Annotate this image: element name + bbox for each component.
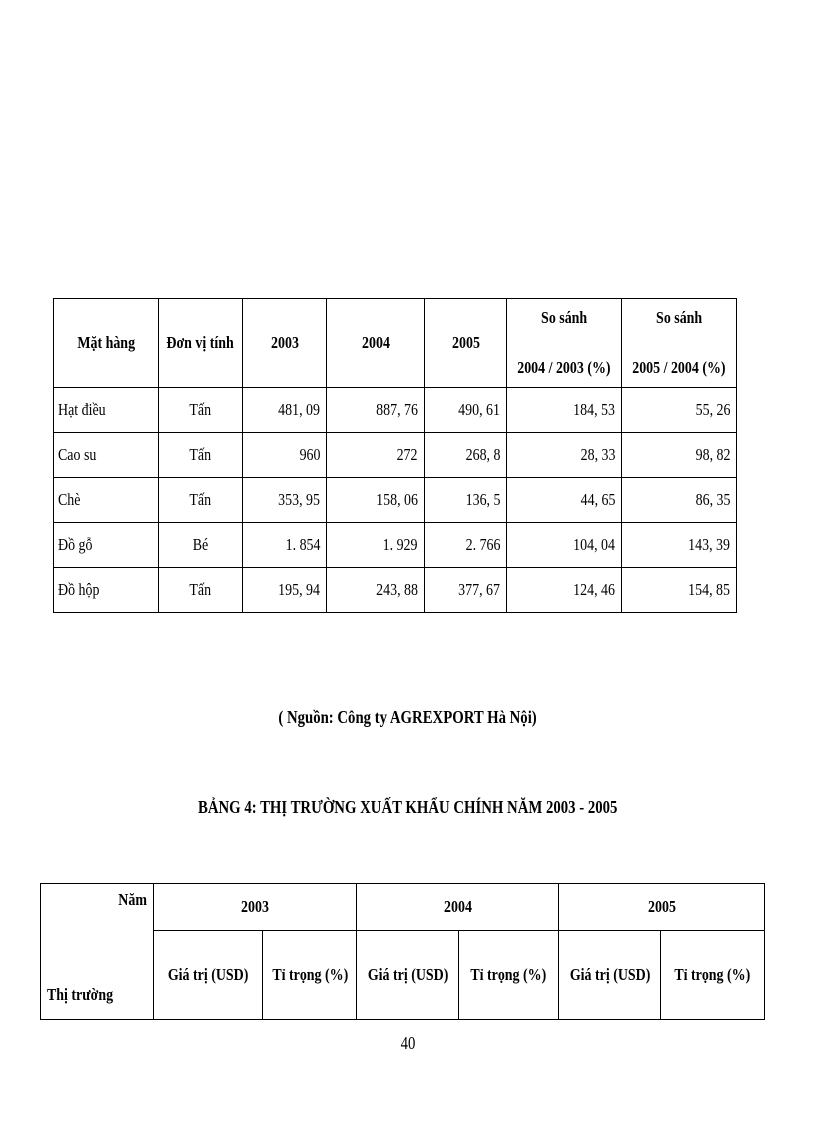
subheader-value: Giá trị (USD) (154, 931, 263, 1020)
export-markets-table (40, 883, 765, 1020)
cell-item: Đồ gỗ (54, 523, 159, 568)
subheader-share: Tỉ trọng (%) (263, 931, 357, 1020)
table-row (54, 388, 737, 433)
table-row (54, 478, 737, 523)
header-unit: Đơn vị tính (158, 299, 242, 388)
cell-2004: 1. 929 (327, 523, 425, 568)
cell-compare-2: 143, 39 (622, 523, 737, 568)
corner-market-label: Thị trường (47, 985, 114, 1004)
page-number: 40 (400, 1033, 416, 1053)
cell-2003: 195, 94 (242, 568, 326, 613)
header-year-2005: 2005 (559, 884, 765, 931)
cell-compare-2: 55, 26 (622, 388, 737, 433)
cell-2003: 1. 854 (242, 523, 326, 568)
cell-compare-1: 124, 46 (507, 568, 622, 613)
cell-2004: 243, 88 (327, 568, 425, 613)
table4-title: BẢNG 4: THỊ TRƯỜNG XUẤT KHẨU CHÍNH NĂM 2003 - 2005 (198, 797, 618, 817)
header-year-2003: 2003 (154, 884, 357, 931)
table-row (54, 568, 737, 613)
header-compare-2005-2004: So sánh 2005 / 2004 (%) (622, 299, 737, 388)
header-item: Mặt hàng (54, 299, 159, 388)
table-row (54, 433, 737, 478)
header-2003: 2003 (242, 299, 326, 388)
cell-2005: 377, 67 (424, 568, 507, 613)
corner-header (41, 884, 154, 1020)
cell-compare-2: 154, 85 (622, 568, 737, 613)
export-items-table (53, 298, 737, 613)
cell-compare-1: 28, 33 (507, 433, 622, 478)
cell-2005: 136, 5 (424, 478, 507, 523)
table-row (54, 523, 737, 568)
cell-compare-2: 98, 82 (622, 433, 737, 478)
header-compare-2004-2003: So sánh 2004 / 2003 (%) (507, 299, 622, 388)
cell-2003: 353, 95 (242, 478, 326, 523)
cell-2004: 158, 06 (327, 478, 425, 523)
cell-compare-1: 184, 53 (507, 388, 622, 433)
header-year-2004: 2004 (357, 884, 559, 931)
cell-unit: Bé (158, 523, 242, 568)
cell-compare-1: 104, 04 (507, 523, 622, 568)
cell-2005: 268, 8 (424, 433, 507, 478)
cell-2003: 960 (242, 433, 326, 478)
cell-item: Hạt điều (54, 388, 159, 433)
cell-2003: 481, 09 (242, 388, 326, 433)
cell-2005: 490, 61 (424, 388, 507, 433)
subheader-share: Tỉ trọng (%) (459, 931, 559, 1020)
corner-year-label: Năm (118, 890, 148, 909)
cell-2004: 887, 76 (327, 388, 425, 433)
cell-item: Cao su (54, 433, 159, 478)
cell-2004: 272 (327, 433, 425, 478)
cell-unit: Tấn (158, 478, 242, 523)
table-header-row (41, 884, 765, 931)
header-2004: 2004 (327, 299, 425, 388)
cell-2005: 2. 766 (424, 523, 507, 568)
header-2005: 2005 (424, 299, 507, 388)
table-header-row (54, 299, 737, 388)
cell-unit: Tấn (158, 433, 242, 478)
cell-unit: Tấn (158, 568, 242, 613)
cell-item: Chè (54, 478, 159, 523)
cell-compare-1: 44, 65 (507, 478, 622, 523)
cell-compare-2: 86, 35 (622, 478, 737, 523)
cell-item: Đồ hộp (54, 568, 159, 613)
subheader-share: Tỉ trọng (%) (661, 931, 765, 1020)
cell-unit: Tấn (158, 388, 242, 433)
subheader-value: Giá trị (USD) (559, 931, 661, 1020)
subheader-value: Giá trị (USD) (357, 931, 459, 1020)
source-note: ( Nguồn: Công ty AGREXPORT Hà Nội) (278, 707, 538, 727)
